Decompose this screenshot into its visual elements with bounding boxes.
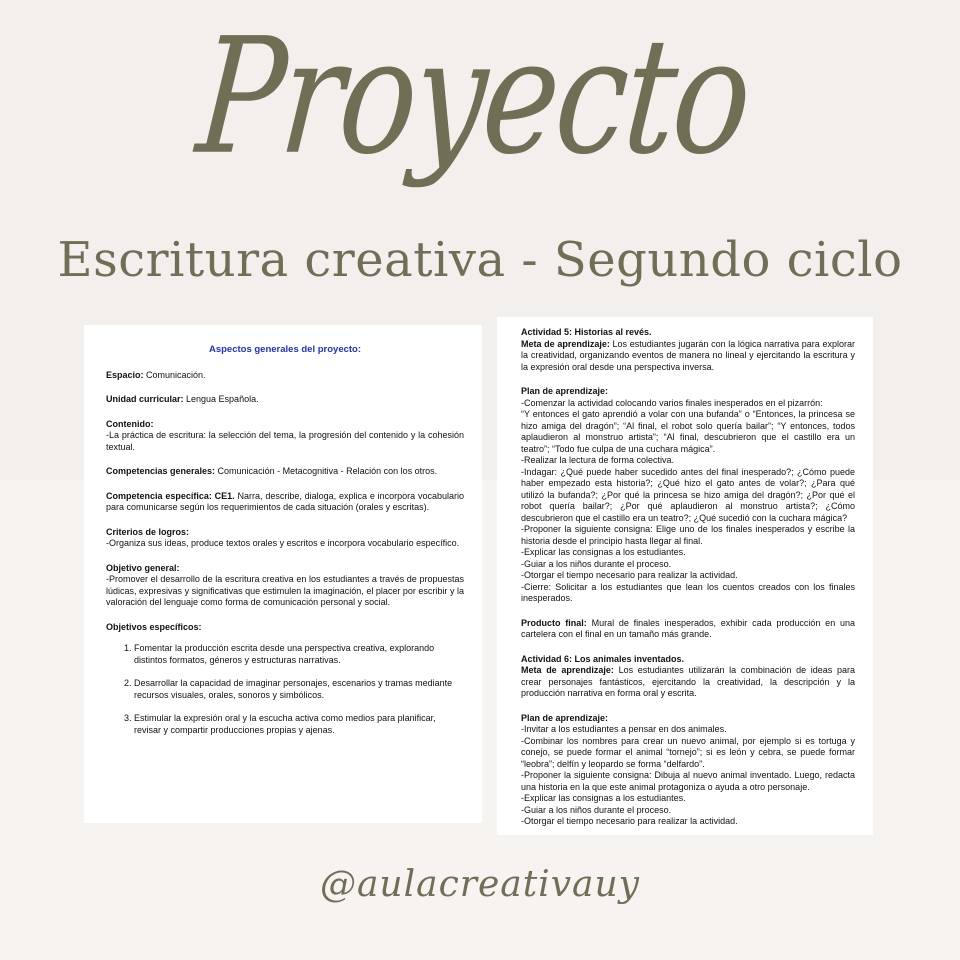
list-item: 1. Fomentar la producción escrita desde una perspectiva creativa, explorando distintos formatos, géneros y estructuras narrativas. <box>134 643 464 666</box>
meta-text: Los estudiantes utilizarán la combinación de ideas para crear personajes fantásticos, ejercitando la creatividad, la descripción y la producción narrativa en forma oral y escrita. <box>521 665 855 698</box>
meta-label: Meta de aprendizaje: <box>521 338 610 349</box>
page-subtitle: Escritura creativa - Segundo ciclo <box>57 232 903 288</box>
espacio-label: Espacio: <box>106 369 144 380</box>
plan-line: -Proponer la siguiente consigna: Dibuja al nuevo animal inventado. Luego, redacta una historia en la que este animal protagoniza o ayuda a otro personaje. <box>521 770 855 792</box>
plan-line: -Realizar la lectura de forma colectiva. <box>521 455 675 465</box>
meta-label: Meta de aprendizaje: <box>521 665 614 675</box>
plan-line: -Invitar a los estudiantes a pensar en dos animales. <box>521 724 727 734</box>
contenido-text: -La práctica de escritura: la selección del tema, la progresión del contenido y la cohesión textual. <box>106 430 464 452</box>
competencias-line <box>106 466 464 478</box>
plan-line: -Guiar a los niños durante el proceso. <box>521 804 672 815</box>
objetivos-especificos-list <box>106 643 464 736</box>
plan-line: -Cierre: Solicitar a los estudiantes que lean los cuentos creados con los finales inesperados. <box>521 581 855 603</box>
unidad-line <box>106 394 464 406</box>
plan-line: -Otorgar el tiempo necesario para realizar la actividad. <box>521 816 738 826</box>
objetivo-general-text: -Promover el desarrollo de la escritura creativa en los estudiantes a través de propuestas lúdicas, expresivas y significativas que estimulen la imaginación, el placer por escribir y la valoración del lenguaje como forma de comunicación personal y social. <box>106 574 464 607</box>
social-handle: @aulacreativauy <box>319 864 641 905</box>
objetivos-especificos-label: Objetivos específicos: <box>106 621 202 632</box>
section-heading: Aspectos generales del proyecto: <box>208 344 362 355</box>
actividad-6-plan-label: Plan de aprendizaje: <box>521 712 609 723</box>
actividad-5-meta <box>521 339 855 374</box>
unidad-value: Lengua Española. <box>183 394 259 404</box>
actividad-5-producto <box>521 618 855 641</box>
plan-line: -Guiar a los niños durante el proceso. <box>521 558 672 569</box>
plan-line: -Proponer la siguiente consigna: Elige uno de los finales inesperados y escribe la historia desde el principio hasta llegar al final. <box>521 524 855 546</box>
competencia-especifica-value: Narra, describe, dialoga, explica e incorpora vocabulario para comunicarse según los requerimientos de cada situación (orales y escritas). <box>106 490 464 512</box>
plan-line: -Explicar las consignas a los estudiantes. <box>521 793 686 803</box>
producto-label: Producto final: <box>521 617 587 628</box>
plan-line: -Combinar los nombres para crear un nuevo animal, por ejemplo si es tortuga y conejo, se puede formar el animal “tornejo”; si es león y cebra, se puede formar “leobra”; delfín y leopardo se forma “delfardo”. <box>521 735 855 769</box>
actividad-5-title: Actividad 5: Historias al revés. <box>521 327 652 337</box>
list-item: 3. Estimular la expresión oral y la escucha activa como medios para planificar, revisar y compartir producciones propias y ajenas. <box>134 713 464 736</box>
unidad-label: Unidad curricular: <box>106 394 184 404</box>
competencia-especifica-label: Competencia específica: CE1. <box>106 490 235 501</box>
page-title: Proyecto <box>191 4 756 191</box>
actividad-6-title: Actividad 6: Los animales inventados. <box>521 653 685 664</box>
criterios-label: Criterios de logros: <box>106 526 190 537</box>
competencia-especifica <box>106 491 464 514</box>
document-page-right <box>497 317 873 835</box>
contenido-label: Contenido: <box>106 418 154 429</box>
criterios-text: -Organiza sus ideas, produce textos orales y escritos e incorpora vocabulario específico. <box>106 538 460 548</box>
espacio-value: Comunicación. <box>143 369 206 380</box>
list-item: 2. Desarrollar la capacidad de imaginar personajes, escenarios y tramas mediante recursos visuales, orales, sonoros y simbólicos. <box>134 678 464 701</box>
plan-line: “Y entonces el gato aprendió a volar con una bufanda” o “Entonces, la princesa se hizo amiga del dragón”; “Al final, el robot solo quería bailar”; “Y entonces, todos aplaudieron al monstruo artista”; “Al final, descubrieron que el castillo era un teatro”; “Todo fue culpa de una cuchara mágica”. <box>521 409 855 454</box>
competencias-label: Competencias generales: <box>106 466 216 476</box>
espacio-line <box>106 370 464 382</box>
competencias-value: Comunicación - Metacognitiva - Relación con los otros. <box>215 466 438 476</box>
actividad-6-meta <box>521 665 855 700</box>
document-page-left <box>84 325 482 823</box>
plan-line: -Otorgar el tiempo necesario para realizar la actividad. <box>521 570 738 580</box>
meta-text: Los estudiantes jugarán con la lógica narrativa para explorar la creatividad, organizando eventos de manera no lineal y ejercitando la escritura y la expresión oral desde una perspectiva inversa. <box>521 338 855 372</box>
objetivo-general-label: Objetivo general: <box>106 562 180 573</box>
actividad-5-plan-label: Plan de aprendizaje: <box>521 386 609 396</box>
plan-line: -Comenzar la actividad colocando varios finales inesperados en el pizarrón: <box>521 397 823 408</box>
plan-line: -Explicar las consignas a los estudiantes. <box>521 547 686 557</box>
plan-line: -Indagar: ¿Qué puede haber sucedido antes del final inesperado?; ¿Cómo puede haber empezado esta historia?; ¿Qué hizo el gato antes de volar?; ¿Para qué utilizó la bufanda?; ¿Por qué la princesa se hizo amiga del dragón?; ¿Por qué el robot quería bailar?; ¿Por qué aplaudieron al monstruo artista?; ¿Cómo descubrieron que el castillo era un teatro?; ¿Qué sucedió con la cuchara mágica? <box>521 466 855 523</box>
producto-text: Mural de finales inesperados, exhibir cada producción en una cartelera con el final en un tamaño más grande. <box>521 617 855 639</box>
